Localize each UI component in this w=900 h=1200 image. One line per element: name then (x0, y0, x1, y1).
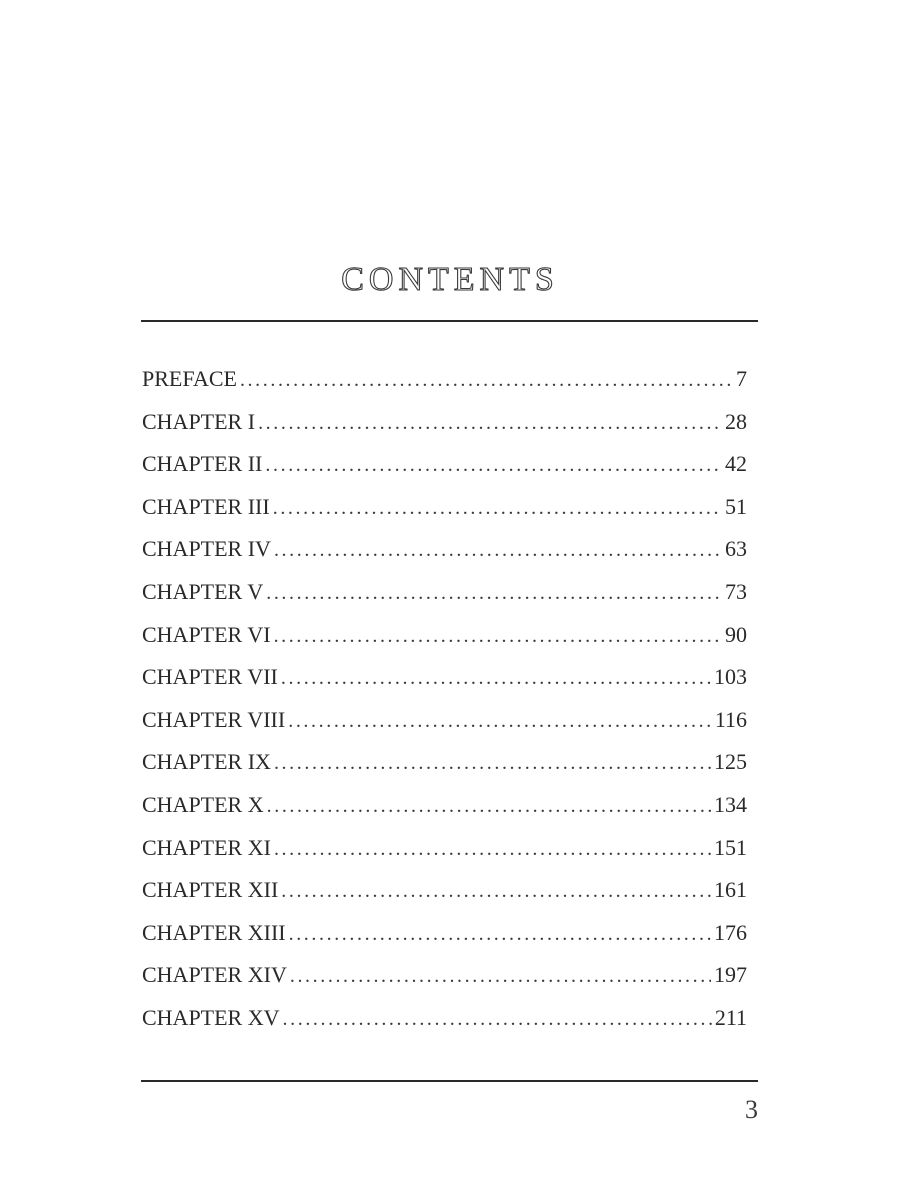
toc-entry-page: 116 (714, 706, 747, 732)
toc-entry-page: 7 (736, 366, 747, 391)
toc-entry-label: CHAPTER III (142, 493, 270, 519)
toc-entry-label: CHAPTER IV (142, 536, 271, 562)
toc-entry-label: CHAPTER XIV (142, 962, 287, 988)
table-of-contents (142, 358, 747, 1040)
toc-entry-label: CHAPTER V (142, 578, 264, 604)
toc-entry-page: 42 (725, 451, 747, 477)
toc-entry-page: 125 (714, 749, 747, 775)
dot-leader (274, 615, 722, 658)
dot-leader (281, 870, 711, 913)
dot-leader (274, 742, 711, 785)
toc-entry-page: 176 (714, 919, 747, 945)
dot-leader (290, 955, 711, 998)
toc-entry-label: CHAPTER IX (142, 749, 271, 775)
dot-leader (273, 487, 722, 530)
toc-entry-label: PREFACE (142, 366, 237, 391)
toc-entry-page: 103 (714, 664, 747, 690)
toc-entry-label: CHAPTER XI (142, 834, 271, 860)
toc-entry-page: 28 (725, 408, 747, 434)
page-title: CONTENTS (341, 261, 559, 298)
toc-entry-page: 197 (714, 962, 747, 988)
toc-entry-page: 211 (714, 1004, 747, 1030)
toc-entry-page: 63 (725, 536, 747, 562)
toc-entry-chapter-5[interactable] (142, 571, 747, 614)
toc-entry-page: 134 (714, 791, 747, 817)
toc-entry-page: 51 (725, 493, 747, 519)
toc-entry-chapter-7[interactable] (142, 656, 747, 699)
toc-entry-chapter-11[interactable] (142, 827, 747, 870)
toc-entry-label: CHAPTER XIII (142, 919, 286, 945)
toc-entry-chapter-4[interactable] (142, 528, 747, 571)
dot-leader (266, 572, 722, 615)
dot-leader (265, 444, 722, 487)
dot-leader (281, 657, 711, 700)
dot-leader (288, 700, 712, 743)
top-divider (141, 320, 758, 322)
toc-entry-chapter-13[interactable] (142, 912, 747, 955)
dot-leader (274, 529, 722, 572)
toc-entry-chapter-10[interactable] (142, 784, 747, 827)
dot-leader (274, 828, 711, 871)
toc-entry-chapter-9[interactable] (142, 741, 747, 784)
toc-entry-label: CHAPTER II (142, 451, 263, 477)
dot-leader (240, 359, 733, 402)
toc-entry-page: 73 (725, 578, 747, 604)
toc-entry-label: CHAPTER X (142, 791, 264, 817)
dot-leader (283, 998, 712, 1041)
toc-entry-chapter-14[interactable] (142, 954, 747, 997)
toc-entry-label: CHAPTER XV (142, 1004, 280, 1030)
toc-entry-chapter-3[interactable] (142, 486, 747, 529)
dot-leader (267, 785, 711, 828)
toc-entry-chapter-2[interactable] (142, 443, 747, 486)
toc-entry-label: CHAPTER I (142, 408, 256, 434)
toc-entry-preface[interactable] (142, 358, 747, 401)
bottom-divider (141, 1080, 758, 1082)
toc-entry-page: 161 (714, 877, 747, 903)
toc-entry-label: CHAPTER VII (142, 664, 278, 690)
toc-entry-chapter-1[interactable] (142, 401, 747, 444)
page-number: 3 (745, 1095, 758, 1124)
toc-entry-label: CHAPTER XII (142, 877, 279, 903)
toc-entry-chapter-8[interactable] (142, 699, 747, 742)
toc-entry-label: CHAPTER VIII (142, 706, 286, 732)
toc-entry-chapter-12[interactable] (142, 869, 747, 912)
toc-entry-chapter-6[interactable] (142, 614, 747, 657)
toc-entry-chapter-15[interactable] (142, 997, 747, 1040)
dot-leader (258, 402, 722, 445)
toc-entry-page: 90 (725, 621, 747, 647)
dot-leader (289, 913, 711, 956)
toc-entry-label: CHAPTER VI (142, 621, 271, 647)
toc-entry-page: 151 (714, 834, 747, 860)
